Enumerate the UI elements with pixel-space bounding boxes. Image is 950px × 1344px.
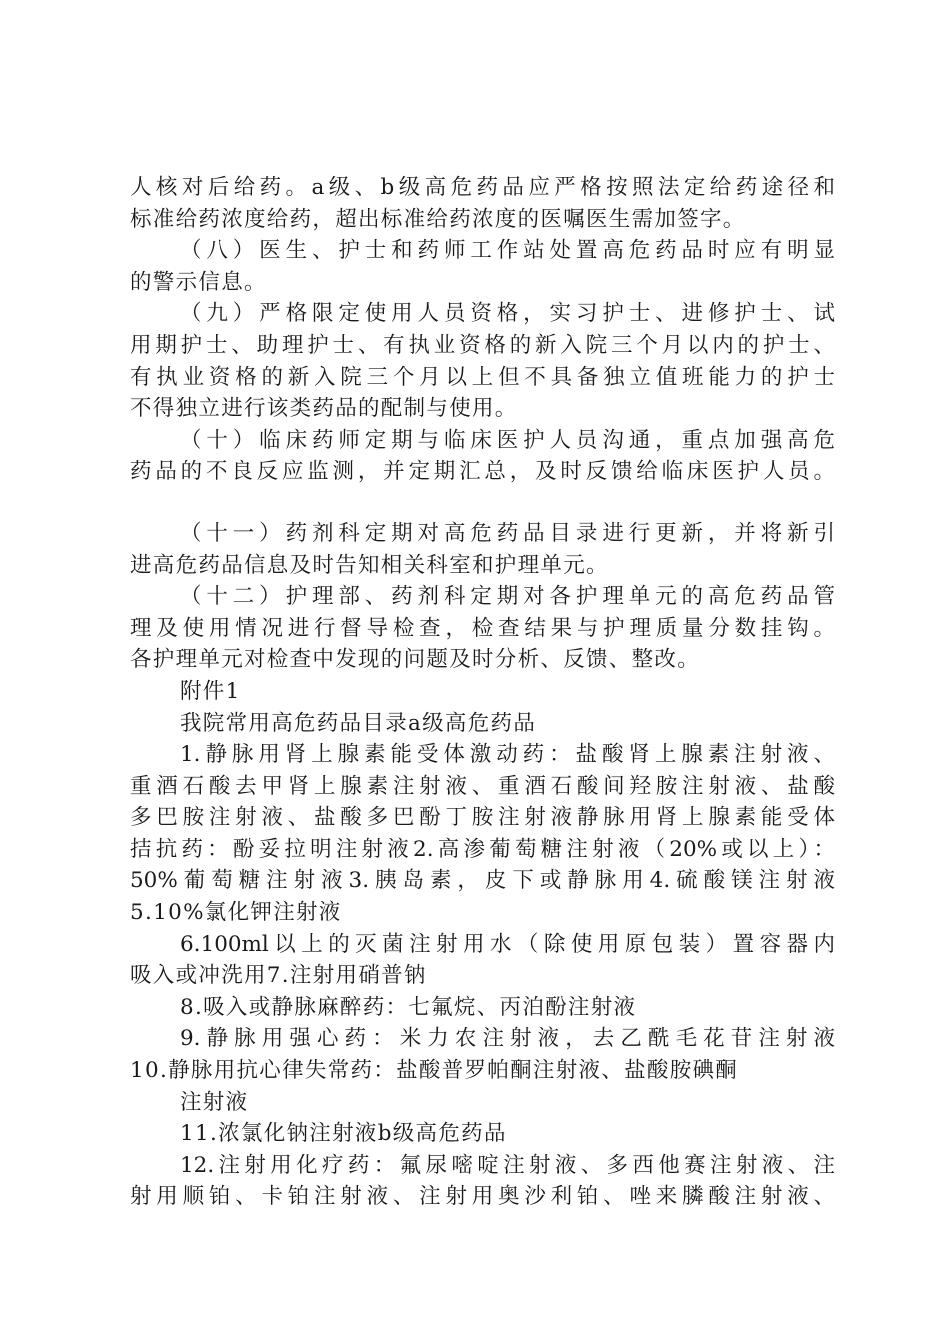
text-line: 理及使用情况进行督导检查，检查结果与护理质量分数挂钩。 [130, 615, 835, 641]
document-body [130, 172, 835, 1213]
text-line: 6.100ml以上的灭菌注射用水（除使用原包装）置容器内 [180, 931, 835, 957]
text-line: 11.浓氯化钠注射液b级高危药品 [180, 1121, 507, 1147]
text-line: 附件1 [180, 678, 241, 704]
text-line: 有执业资格的新入院三个月以上但不具备独立值班能力的护士 [130, 364, 835, 390]
text-line: 5.10%氯化钾注射液 [130, 900, 342, 926]
text-line: 12.注射用化疗药：氟尿嘧啶注射液、多西他赛注射液、注 [180, 1152, 835, 1178]
text-line: 射用顺铂、卡铂注射液、注射用奥沙利铂、唑来膦酸注射液、 [130, 1184, 835, 1210]
text-line: （八）医生、护士和药师工作站处置高危药品时应有明显 [180, 238, 835, 264]
text-line: 各护理单元对检查中发现的问题及时分析、反馈、整改。 [130, 647, 701, 673]
text-line: 药品的不良反应监测，并定期汇总，及时反馈给临床医护人员。 [130, 459, 835, 485]
text-line: 1.静脉用肾上腺素能受体激动药：盐酸肾上腺素注射液、 [180, 742, 835, 768]
text-line: 的警示信息。 [130, 269, 267, 295]
text-line: 人核对后给药。a级、b级高危药品应严格按照法定给药途径和 [130, 175, 835, 200]
text-line: 8.吸入或静脉麻醉药：七氟烷、丙泊酚注射液 [180, 994, 637, 1020]
text-line: 9.静脉用强心药：米力农注射液，去乙酰毛花苷注射液 [180, 1026, 835, 1052]
text-line: （十二）护理部、药剂科定期对各护理单元的高危药品管 [180, 584, 835, 610]
text-line: 进高危药品信息及时告知相关科室和护理单元。 [130, 552, 609, 578]
text-line: 重酒石酸去甲肾上腺素注射液、重酒石酸间羟胺注射液、盐酸 [130, 773, 835, 799]
text-line: 标准给药浓度给药，超出标准给药浓度的医嘱医生需加签字。 [130, 206, 746, 232]
text-line: （十）临床药师定期与临床医护人员沟通，重点加强高危 [180, 427, 835, 453]
text-line: 50%葡萄糖注射液3.胰岛素，皮下或静脉用4.硫酸镁注射液 [130, 868, 835, 894]
text-line: 10.静脉用抗心律失常药：盐酸普罗帕酮注射液、盐酸胺碘酮 [130, 1058, 739, 1084]
text-line: （九）严格限定使用人员资格，实习护士、进修护士、试 [180, 301, 835, 327]
text-line: （十一）药剂科定期对高危药品目录进行更新，并将新引 [180, 520, 835, 546]
text-line: 吸入或冲洗用7.注射用硝普钠 [130, 963, 427, 989]
text-line: 多巴胺注射液、盐酸多巴酚丁胺注射液静脉用肾上腺素能受体 [130, 805, 835, 831]
text-line: 我院常用高危药品目录a级高危药品 [180, 710, 537, 736]
text-line: 用期护士、助理护士、有执业资格的新入院三个月以内的护士、 [130, 332, 835, 358]
text-line: 拮抗药：酚妥拉明注射液2.高渗葡萄糖注射液（20%或以上）： [130, 836, 835, 862]
text-line: 注射液 [180, 1089, 249, 1115]
text-line: 不得独立进行该类药品的配制与使用。 [130, 396, 518, 422]
